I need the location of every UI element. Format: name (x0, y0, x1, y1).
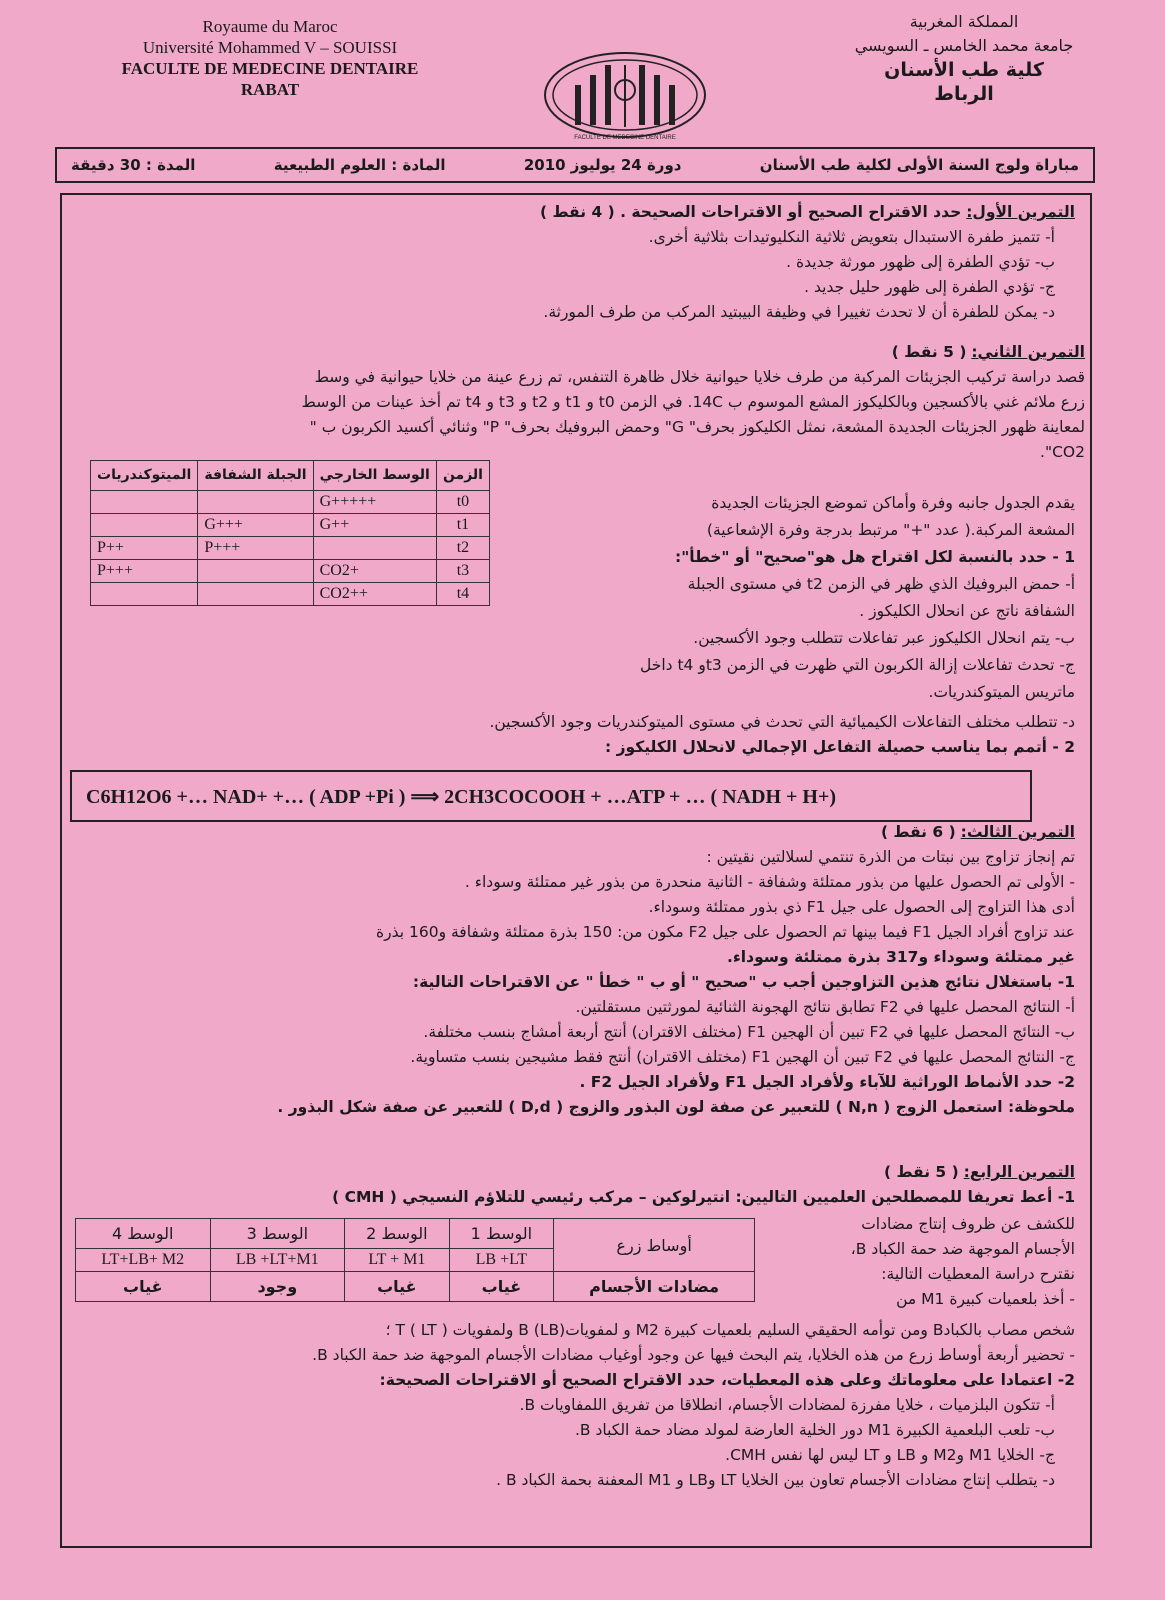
header-fr-line: Université Mohammed V – SOUISSI (142, 38, 398, 57)
ex2-intro: قصد دراسة تركيب الجزيئات المركبة من طرف خلايا حيوانية خلال ظاهرة التنفس، تم زرع عينة من خلايا حيوانية في وسط (314, 368, 1085, 386)
ex2-side-line: المشعة المركبة.( عدد "+" مرتبط بدرجة وفرة الإشعاعية) (706, 521, 1075, 539)
duration: المدة : 30 دقيقة (71, 156, 196, 174)
ex3-title: التمرين الثالث: (960, 823, 1075, 841)
ex1-item: ج- تؤدي الطفرة إلى ظهور حليل جديد . (804, 278, 1055, 296)
ex4-table (75, 1218, 755, 1302)
table-cell: G+++ (198, 514, 313, 537)
table-cell: P+++ (91, 560, 198, 583)
ex3-line: 2- حدد الأنماط الوراثية للآباء ولأفراد الجيل F1 ولأفراد الجيل F2 . (579, 1073, 1075, 1091)
ex2-side-line: 1 - حدد بالنسبة لكل اقتراح هل هو"صحيح" أو "خطأ": (675, 548, 1075, 566)
table-cell: غياب (449, 1272, 554, 1302)
header-french (60, 16, 480, 100)
ex2-table (90, 460, 490, 606)
table-cell: وجود (210, 1272, 345, 1302)
table-cell: LB +LT (449, 1249, 554, 1272)
ex4-side-line: للكشف عن ظروف إنتاج مضادات (861, 1215, 1075, 1233)
ex4-line: شخص مصاب بالكبادB ومن توأمه الحقيقي السليم بلعميات كبيرة M2 و لمفوياتB (LB) ولمفويات T ( LT ) ؛ (385, 1321, 1075, 1339)
faculty-logo-icon (535, 45, 715, 145)
ex3-points: ( 6 نقط ) (880, 823, 956, 841)
ex1-item: ب- تؤدي الطفرة إلى ظهور مورثة جديدة . (786, 253, 1055, 271)
table-cell: CO2++ (313, 583, 436, 606)
ex3-line: غير ممتلئة وسوداء و317 بذرة ممتلئة وسوداء. (727, 948, 1075, 966)
session-date: دورة 24 يوليوز 2010 (523, 156, 682, 174)
ex2-side-line: أ- حمض البروفيك الذي ظهر في الزمن t2 في مستوى الجبلة (687, 575, 1075, 593)
exercise-2 (85, 340, 1085, 465)
ex3-line: - الأولى تم الحصول عليها من بذور ممتلئة وشفافة - الثانية منحدرة من بذور غير ممتلئة وسوداء . (464, 873, 1075, 891)
ex2-after-line: د- تتطلب مختلف التفاعلات الكيميائية التي تحدث في مستوى الميتوكندريات وجود الأكسجين. (489, 713, 1075, 731)
ex2-points: ( 5 نقط ) (891, 343, 967, 361)
table-row (91, 537, 490, 560)
ex2-intro: زرع ملائم غني بالأكسجين وبالكليكوز المشع الموسوم ب 14C. في الزمن t0 و t1 و t2 و t3 و t4 تم أخذ عينات من الوسط (301, 393, 1085, 411)
header-fr-line: Royaume du Maroc (202, 17, 338, 36)
header-ar-line: الرباط (934, 83, 994, 105)
table-cell: P+++ (198, 537, 313, 560)
table-header: الزمن (436, 461, 489, 491)
ex4-line: - تحضير أربعة أوساط زرع من هذه الخلايا، يتم البحث فيها عن وجود أوغياب مضادات الأجسام الموجهة ضد حمة الكباد B. (312, 1346, 1075, 1364)
ex3-line: عند تزاوج أفراد الجيل F1 فيما بينها تم الحصول على جيل F2 مكون من: 150 بذرة ممتلئة وشفافة و160 بذرة (375, 923, 1075, 941)
table-cell: مضادات الأجسام (554, 1272, 755, 1302)
table-cell: CO2+ (313, 560, 436, 583)
ex4-side-text (775, 1212, 1075, 1312)
table-row (76, 1272, 755, 1302)
equation: C6H12O6 +… NAD+ +… ( ADP +Pi ) ⟹ 2CH3COCOOH + …ATP + … ( NADH + H+) (86, 785, 837, 808)
ex4-points: ( 5 نقط ) (883, 1163, 959, 1181)
ex4-line: ب- تلعب البلعمية الكبيرة M1 دور الخلية العارضة لمولد مضاد حمة الكباد B. (574, 1421, 1055, 1439)
ex4-line: أ- تتكون البلزميات ، خلايا مفرزة لمضادات الأجسام، انطلاقا من تفريق اللمفاويات B. (519, 1396, 1055, 1414)
exercise-3 (95, 820, 1075, 1120)
table-cell (91, 583, 198, 606)
table-cell: غياب (76, 1272, 211, 1302)
ex4-line: 2- اعتمادا على معلوماتك وعلى هذه المعطيات، حدد الاقتراح الصحيح أو الاقتراحات الصحيحة: (379, 1371, 1075, 1389)
ex2-side-text (515, 490, 1075, 706)
table-cell (313, 537, 436, 560)
ex3-line: أدى هذا التزاوج إلى الحصول على جيل F1 ذي بذور ممتلئة وسوداء. (648, 898, 1075, 916)
ex4-title: التمرين الرابع: (963, 1163, 1075, 1181)
ex3-line: 1- باستغلال نتائج هذين التزاوجين أجب ب "صحيح " أو ب " خطأ " عن الاقتراحات التالية: (412, 973, 1075, 991)
header-fr-line: RABAT (240, 80, 300, 99)
table-cell: غياب (345, 1272, 450, 1302)
table-cell: G+++++ (313, 491, 436, 514)
ex2-side-line: يقدم الجدول جانبه وفرة وأماكن تموضع الجزيئات الجديدة (711, 494, 1075, 512)
ex4-definition: 1- أعط تعريفا للمصطلحين العلميين التاليين: انتيرلوكين – مركب رئيسي للتلاؤم النسيجي ( CMH ) (332, 1188, 1075, 1206)
ex3-line: أ- النتائج المحصل عليها في F2 تطابق نتائج الهجونة الثنائية لمورثتين مستقلتين. (575, 998, 1075, 1016)
ex3-line: ملحوظة: استعمل الزوج ( N,n ) للتعبير عن صفة لون البذور والزوج ( D,d ) للتعبير عن صفة شكل البذور . (277, 1098, 1075, 1116)
ex2-title: التمرين الثاني: (971, 343, 1085, 361)
ex1-instruction: حدد الاقتراح الصحيح أو الاقتراحات الصحيحة . ( 4 نقط ) (539, 203, 962, 221)
table-row (76, 1219, 755, 1249)
table-cell: LB +LT+M1 (210, 1249, 345, 1272)
logo-text: FACULTE DE MEDECINE DENTAIRE (574, 135, 676, 141)
table-header: الميتوكندريات (91, 461, 198, 491)
table-header: الجبلة الشفافة (198, 461, 313, 491)
table-header: الوسط 2 (345, 1219, 450, 1249)
ex4-side-line: نقترح دراسة المعطيات التالية: (881, 1265, 1075, 1283)
table-cell: LT + M1 (345, 1249, 450, 1272)
header-ar-line: كلية طب الأسنان (884, 59, 1044, 81)
contest-title: مباراة ولوج السنة الأولى لكلية طب الأسنان (759, 156, 1079, 174)
ex4-line: ج- الخلايا M1 وM2 و LB و LT ليس لها نفس CMH. (725, 1446, 1055, 1464)
exercise-4 (95, 1160, 1075, 1210)
header-ar-line: المملكة المغربية (909, 12, 1019, 31)
subject: المادة : العلوم الطبيعية (273, 156, 446, 174)
ex4-side-line: الأجسام الموجهة ضد حمة الكباد B، (850, 1240, 1075, 1258)
ex3-line: ب- النتائج المحصل عليها في F2 تبين أن الهجين F1 (مختلف الاقتران) أنتج أربعة أمشاج بنسب مختلفة. (423, 1023, 1075, 1041)
table-cell (198, 560, 313, 583)
table-cell: t2 (436, 537, 489, 560)
table-cell: P++ (91, 537, 198, 560)
table-cell: t0 (436, 491, 489, 514)
ex2-after (115, 710, 1075, 760)
table-header: الوسط 4 (76, 1219, 211, 1249)
table-header: الوسط 1 (449, 1219, 554, 1249)
ex2-side-line: ج- تحدث تفاعلات إزالة الكربون التي ظهرت في الزمن t3و t4 داخل (640, 656, 1075, 674)
ex2-side-line: ب- يتم انحلال الكليكوز عبر تفاعلات تتطلب وجود الأكسجين. (693, 629, 1075, 647)
header-arabic (799, 10, 1129, 106)
exercise-1 (105, 200, 1075, 325)
table-cell (91, 514, 198, 537)
table-header: الوسط الخارجي (313, 461, 436, 491)
equation-box (70, 770, 1032, 822)
table-row (91, 461, 490, 491)
table-cell: t3 (436, 560, 489, 583)
ex2-side-line: الشفافة ناتج عن انحلال الكليكوز . (859, 602, 1075, 620)
table-cell (91, 491, 198, 514)
ex3-line: ج- النتائج المحصل عليها في F2 تبين أن الهجين F1 (مختلف الاقتران) أنتج فقط مشيجين بنسب متساوية. (410, 1048, 1075, 1066)
table-row (91, 514, 490, 537)
table-cell: t1 (436, 514, 489, 537)
ex4-side-line: - أخذ بلعميات كبيرة M1 من (896, 1290, 1075, 1308)
header-fr-line: FACULTE DE MEDECINE DENTAIRE (121, 59, 419, 78)
ex1-title: التمرين الأول: (966, 203, 1075, 221)
ex4-line: د- يتطلب إنتاج مضادات الأجسام تعاون بين الخلايا LT وLB و M1 المعفنة بحمة الكباد B . (496, 1471, 1055, 1489)
ex4-body (75, 1318, 1075, 1493)
ex1-item: د- يمكن للطفرة أن لا تحدث تغييرا في وظيفة البيبتيد المركب من طرف المورثة. (543, 303, 1055, 321)
header-ar-line: جامعة محمد الخامس ـ السويسي (854, 36, 1074, 55)
table-cell (198, 583, 313, 606)
table-row (91, 583, 490, 606)
table-header: الوسط 3 (210, 1219, 345, 1249)
table-cell: G++ (313, 514, 436, 537)
ex3-line: تم إنجاز تزاوج بين نبتات من الذرة تنتمي لسلالتين نقيتين : (706, 848, 1075, 866)
exam-info-bar (55, 147, 1095, 183)
table-cell (198, 491, 313, 514)
table-row (91, 560, 490, 583)
ex2-intro: لمعاينة ظهور الجزيئات الجديدة المشعة، نمثل الكليكوز بحرف" G" وحمض البروفيك بحرف" P" وثنائي أكسيد الكربون ب " (309, 418, 1085, 436)
ex2-after-line: 2 - أتمم بما يناسب حصيلة التفاعل الإجمالي لانحلال الكليكوز : (604, 738, 1075, 756)
ex2-side-line: ماتريس الميتوكندريات. (928, 683, 1075, 701)
table-row (91, 491, 490, 514)
table-cell: t4 (436, 583, 489, 606)
table-header: أوساط زرع (554, 1219, 755, 1272)
ex2-intro: CO2". (1040, 443, 1085, 461)
table-cell: LT+LB+ M2 (76, 1249, 211, 1272)
ex1-item: أ- تتميز طفرة الاستبدال بتعويض ثلاثية النكليوتيدات بثلاثية أخرى. (648, 228, 1055, 246)
